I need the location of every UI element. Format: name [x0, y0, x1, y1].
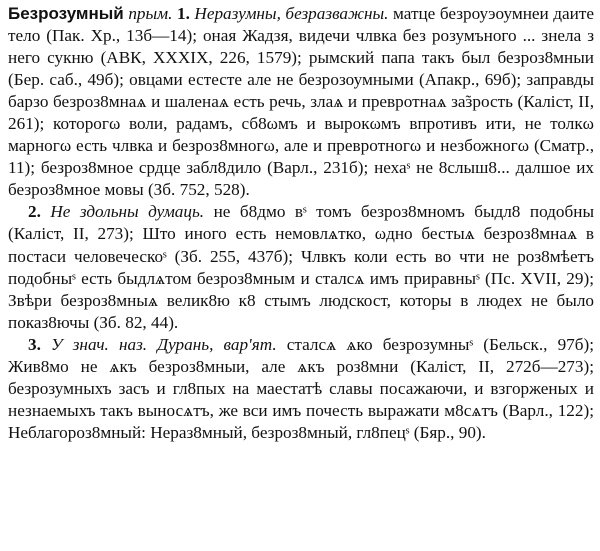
part-of-speech: прым. — [128, 4, 173, 23]
entry-sense-3 — [8, 334, 594, 444]
sense-definition: Не здольны думаць. — [50, 202, 205, 222]
sense-number: 1. — [176, 4, 190, 23]
entry-sense-2 — [8, 201, 594, 333]
sense-definition: Дурань, вар'ят. — [157, 334, 277, 354]
entry-sense-1 — [8, 3, 594, 201]
sense-citations: не б8дмо вˢ томъ безроз8мномъ быдл8 подобны (Каліст, II, 273); Што иного есть немовлѧтко, ωдно бестыѧ безроз8мнаѧ в постаси человеческоˢ (Зб. 255, 437б); Члвкъ коли есть во чти не роз8мѣетъ подобныˢ есть быдлѧтом безроз8мным и сталсѧ имъ приравныˢ (Пс. XVII, 29); Звѣри безроз8мныѧ велик8ю к8 стымъ людскост, которы в людех не было показ8ючы (Зб. 82, 44). — [8, 202, 594, 332]
sense-citations: сталсѧ ѧко безрозумныˢ (Бельск., 97б); Жив8мо не ѧкъ безроз8мныи, але ѧкъ роз8мни (Каліст, II, 272б—273); безрозумныхъ засъ и гл8пых на маестатѣ славы посажаючи, и взгорженых и незнаемыхъ такъ выносѧтъ, же вси имъ почесть выражати м8сѧтъ (Варл., 122); Неблагороз8мный: Нераз8мный, безроз8мный, гл8пецˢ (Бяр., 90). — [8, 334, 595, 442]
entry-headword: Безрозумный — [8, 4, 124, 23]
sense-citations: матце безроуэоумнеи даите тело (Пак. Хр., 13б—14); оная Жадзя, видечи члвка без розумъного ... знела з него сукню (АВК, XXXIX, 226, 1579); рымский папа такъ был безроз8мныи (Бер. саб., 49б); овцами естесте але не безрозоумными (Апакр., 69б); заправды барзо безроз8мнаѧ и шаленаѧ есть речь, злаѧ и превротнаѧ за̃зрость (Каліст, II, 261); которогω воли, радамъ, сб8ωмъ и вырокωмъ впротивъ ити, не толкω марногω есть члвка и безроз8многω, але и превротногω и незбожногω (Сматр., 11); безроз8мное срдце забл8дило (Варл., 231б); нехаˢ не 8слыш8... далшое их безроз8мное мовы (Зб. 752, 528). — [8, 4, 594, 200]
sense-definition: Неразумны, безразважны. — [194, 4, 389, 23]
sense-number: 3. — [28, 334, 41, 354]
sense-number: 2. — [28, 202, 41, 222]
usage-label: У знач. наз. — [51, 334, 148, 354]
